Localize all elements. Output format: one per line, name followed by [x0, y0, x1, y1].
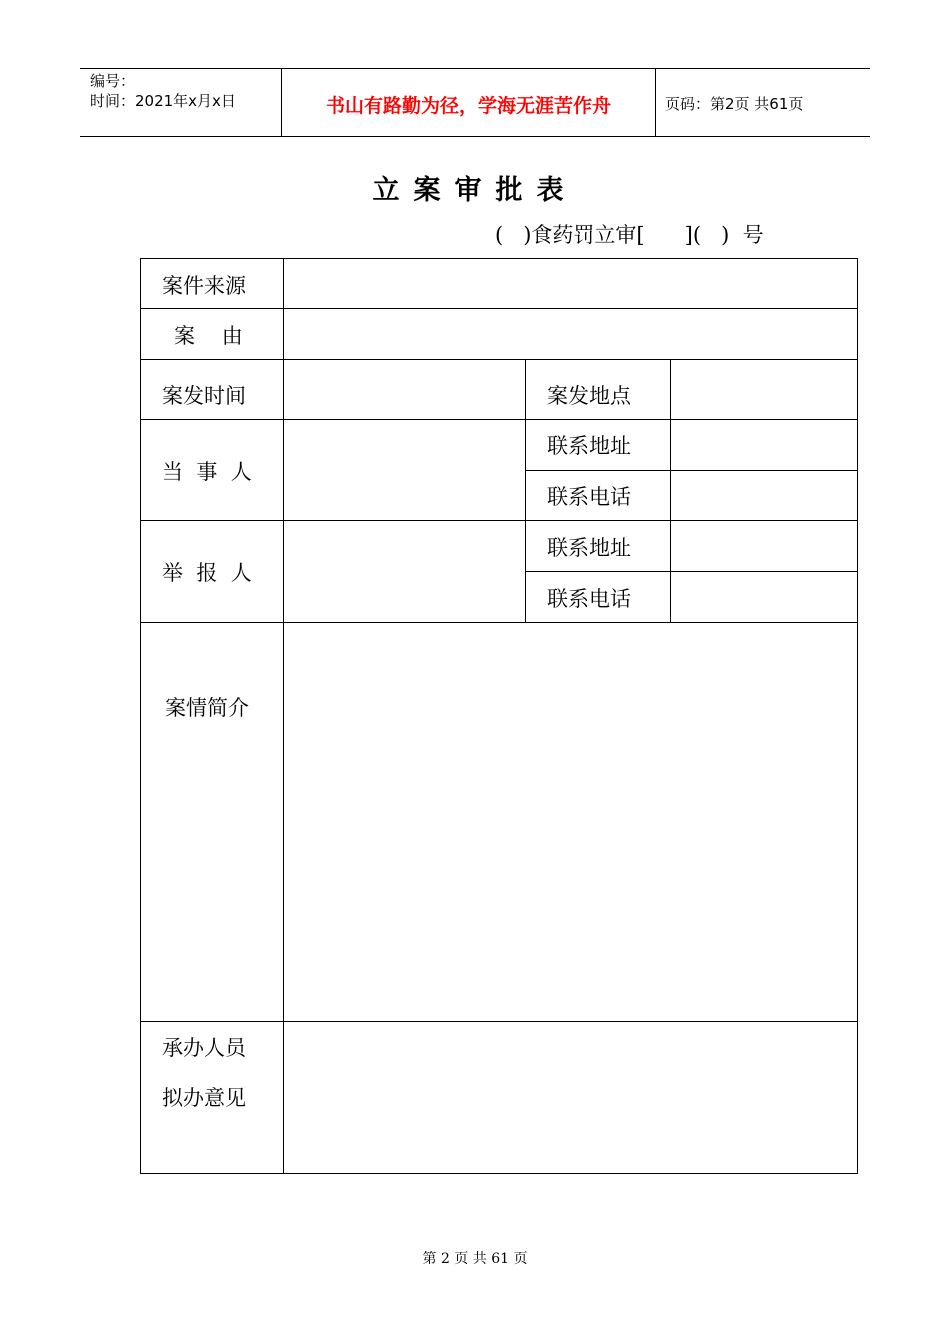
label-reporter: 举 报 人 — [162, 561, 252, 585]
label-party-address: 联系地址 — [547, 434, 631, 458]
number-label: 编号： — [90, 72, 136, 90]
document-number: ( )食药罚立审[ ]( ) 号 — [495, 223, 764, 247]
label-party-phone: 联系电话 — [547, 485, 631, 509]
row-divider — [141, 622, 858, 623]
label-reporter-phone: 联系电话 — [547, 587, 631, 611]
column-divider — [525, 359, 526, 622]
label-handler-opinion-2: 拟办意见 — [162, 1086, 246, 1110]
row-divider — [141, 520, 858, 521]
row-divider — [525, 470, 858, 471]
label-case-cause: 案 由 — [174, 324, 243, 348]
label-case-summary: 案情简介 — [165, 696, 249, 720]
column-divider — [670, 359, 671, 622]
label-party: 当 事 人 — [162, 460, 252, 484]
label-incident-time: 案发时间 — [162, 384, 246, 408]
label-reporter-address: 联系地址 — [547, 536, 631, 560]
column-divider — [283, 259, 284, 1174]
approval-form-table — [140, 258, 858, 1174]
motto-text: 书山有路勤为径，学海无涯苦作舟 — [325, 95, 611, 117]
header-motto-cell — [281, 69, 656, 136]
row-divider — [141, 419, 858, 420]
row-divider — [525, 571, 858, 572]
row-divider — [141, 1021, 858, 1022]
page-title: 立案审批表 — [372, 175, 578, 206]
row-divider — [141, 359, 858, 360]
label-incident-place: 案发地点 — [547, 384, 631, 408]
page-info: 页码：第2页 共61页 — [665, 95, 804, 113]
page-footer: 第 2 页 共 61 页 — [422, 1251, 528, 1267]
label-handler-opinion-1: 承办人员 — [162, 1036, 246, 1060]
label-case-source: 案件来源 — [162, 274, 246, 298]
row-divider — [141, 308, 858, 309]
date-line: 时间：2021年x月x日 — [90, 92, 236, 110]
header-page-cell — [655, 69, 870, 136]
document-header — [80, 68, 870, 137]
header-meta-cell — [80, 69, 281, 136]
